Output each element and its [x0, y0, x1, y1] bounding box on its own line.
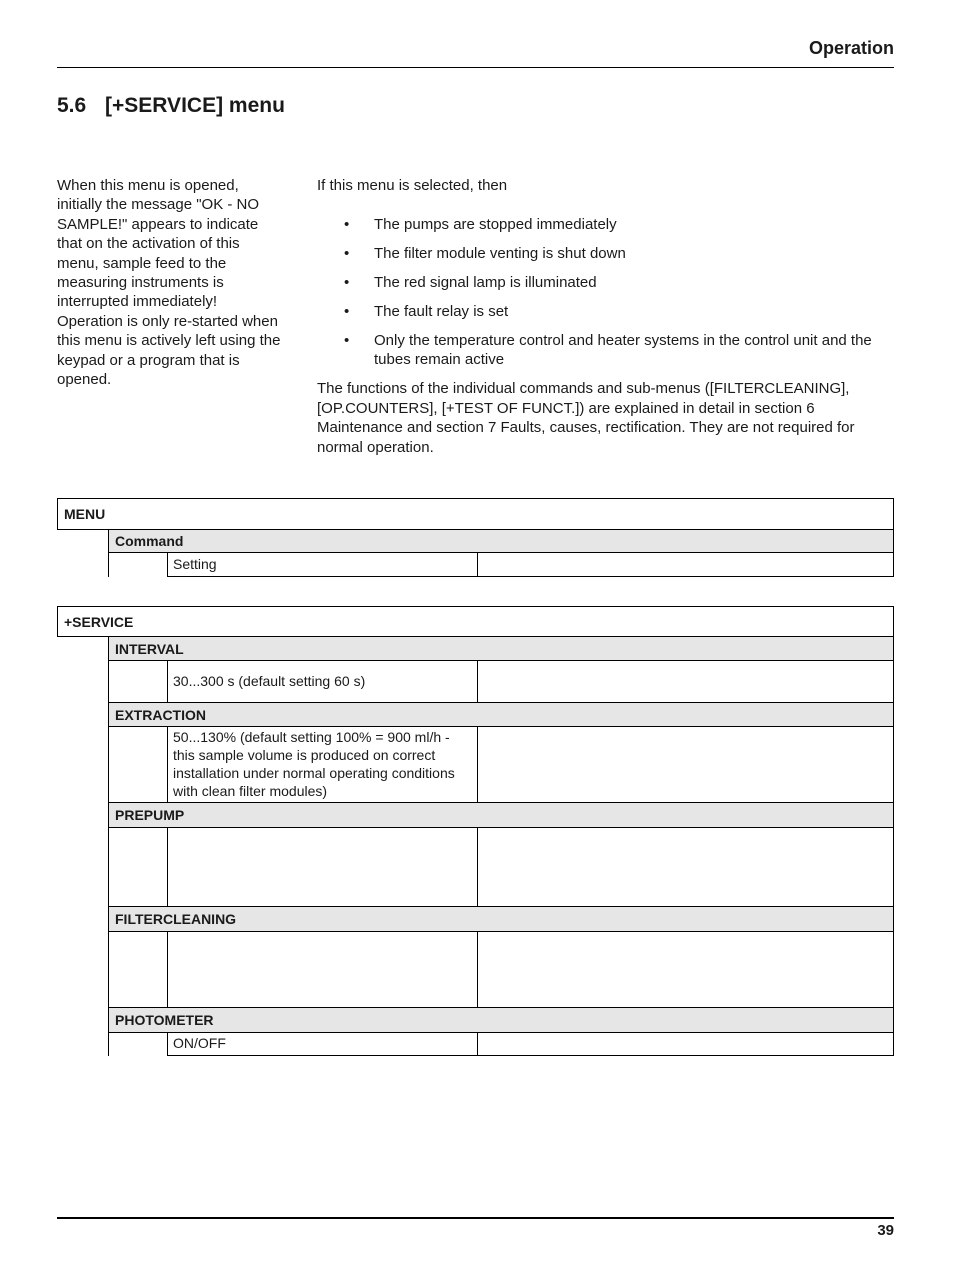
filtercleaning-row: FILTERCLEANING [108, 906, 894, 932]
bullet-icon: • [344, 216, 350, 234]
legend-setting-cell: Setting [167, 552, 478, 577]
page-number: 39 [877, 1222, 894, 1239]
row-stub [108, 727, 168, 803]
list-item: • The filter module venting is shut down [344, 245, 626, 263]
bullet-icon: • [344, 245, 350, 263]
legend-menu-row: MENU [57, 498, 894, 530]
bullet-icon: • [344, 331, 350, 349]
prepump-row: PREPUMP [108, 802, 894, 828]
legend-command-row: Command [108, 529, 894, 553]
prepump-setting-cell [167, 827, 478, 907]
page-header-title: Operation [808, 38, 894, 58]
prepump-empty-cell [477, 827, 894, 907]
list-item: • The red signal lamp is illuminated [344, 274, 597, 291]
filtercleaning-empty-cell [477, 931, 894, 1008]
service-table [57, 606, 894, 1058]
row-stub [108, 553, 168, 577]
header-rule [57, 67, 894, 68]
list-item: • The pumps are stopped immediately [344, 216, 617, 234]
footer-rule [57, 1217, 894, 1219]
row-stub [108, 661, 168, 703]
section-title: [+SERVICE] menu [105, 94, 285, 117]
interval-row: INTERVAL [108, 636, 894, 661]
bullet-icon: • [344, 302, 350, 320]
section-number: 5.6 [57, 94, 87, 117]
right-column [317, 176, 895, 457]
photometer-empty-cell [477, 1032, 894, 1056]
extraction-row: EXTRACTION [108, 702, 894, 727]
bullet-icon: • [344, 274, 350, 291]
row-stub [108, 1033, 168, 1056]
outro-text: The functions of the individual commands and sub-menus ([FILTERCLEANING], [OP.COUNTERS], [+TEST OF FUNCT.]) are explained in detail in section 6 Maintenance and section 7 Faults, causes, rectification. They are not required for normal operation. [317, 380, 855, 456]
photometer-setting-cell: ON/OFF [167, 1032, 478, 1056]
left-column-text: When this menu is opened, initially the message "OK - NO SAMPLE!" appears to indicate that on the activation of this menu, sample feed to the measuring instruments is interrupted immediately! Operation is only re-started when this menu is actively left using the keypad or a program that is opened. [57, 177, 281, 389]
filtercleaning-setting-cell [167, 931, 478, 1008]
legend-table [57, 498, 894, 578]
interval-empty-cell [477, 660, 894, 703]
row-stub [108, 932, 168, 1008]
extraction-setting-cell: 50...130% (default setting 100% = 900 ml/h - this sample volume is produced on correct installation under normal operating conditions with clean filter modules) [167, 726, 478, 803]
service-menu-row: +SERVICE [57, 606, 894, 637]
list-item: • Only the temperature control and heater systems in the control unit and the tubes remain active [344, 331, 872, 368]
interval-setting-cell: 30...300 s (default setting 60 s) [167, 660, 478, 703]
bullet-list [317, 215, 895, 369]
section-heading [57, 94, 285, 118]
legend-empty-cell [477, 552, 894, 577]
intro-text: If this menu is selected, then [317, 177, 508, 194]
row-stub [108, 828, 168, 907]
photometer-row: PHOTOMETER [108, 1007, 894, 1033]
extraction-empty-cell [477, 726, 894, 803]
list-item: • The fault relay is set [344, 302, 509, 320]
